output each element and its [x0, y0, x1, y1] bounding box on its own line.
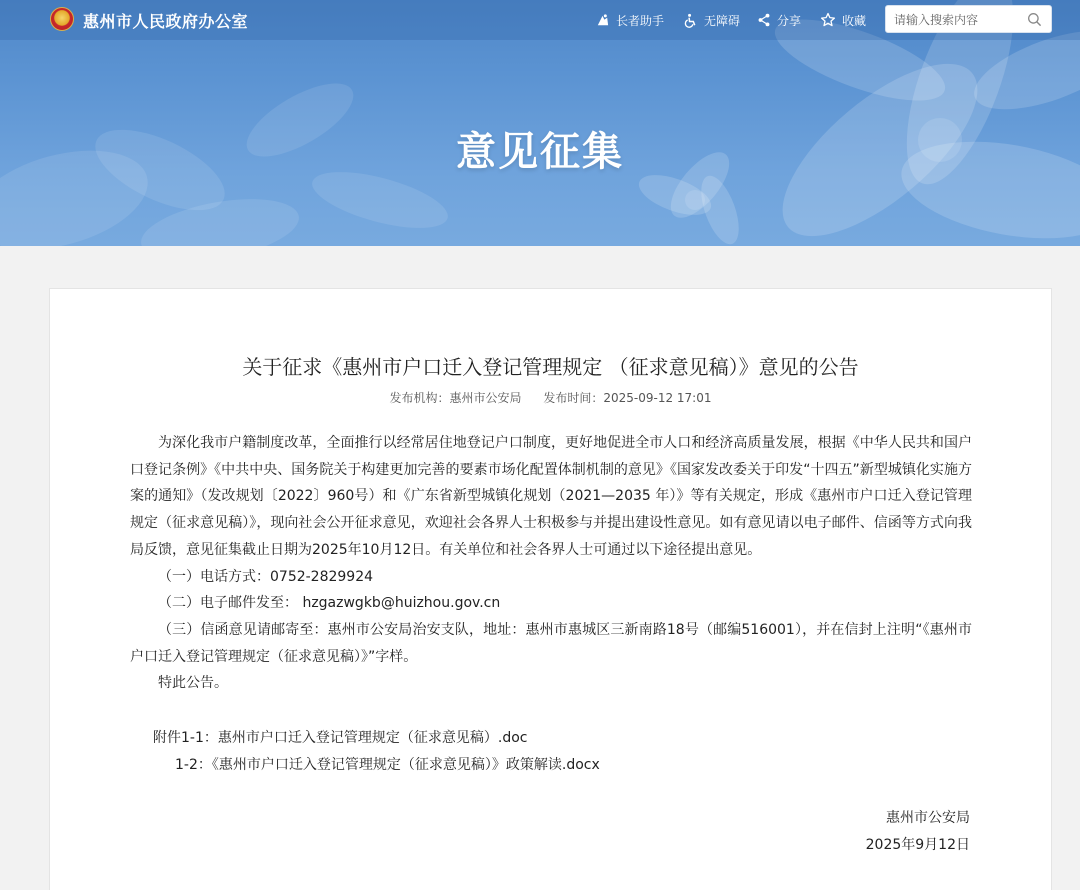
body-paragraph-mail: （三）信函意见请邮寄至：惠州市公安局治安支队，地址：惠州市惠城区三新南路18号（邮编516001），并在信封上注明“《惠州市户口迁入登记管理规定（征求意见稿）》”字样。 — [130, 621, 972, 665]
signature-block — [750, 805, 970, 859]
body-paragraph-intro: 为深化我市户籍制度改革，全面推行以经常居住地登记户口制度，更好地促进全市人口和经济高质量发展，根据《中华人民共和国户口登记条例》《中共中央、国务院关于构建更加完善的要素市场化配置体制机制的意见》《国家发改委关于印发“十四五”新型城镇化实施方案的通知》（发改规划〔2022〕960号）和《广东省新型城镇化规划（2021—2035 年）》等有关规定，形成《惠州市户口迁入登记管理规定（征求意见稿）》，现向社会公开征求意见，欢迎社会各界人士积极参与并提出建设性意见。如有意见请以电子邮件、信函等方式向我局反馈，意见征集截止日期为2025年10月12日。有关单位和社会各界人士可通过以下途径提出意见。 — [130, 435, 972, 558]
share-label: 分享 — [777, 13, 802, 28]
favorite-label: 收藏 — [842, 13, 867, 28]
favorite-link[interactable] — [820, 10, 866, 30]
attachment-link-docx[interactable]: 1-2：《惠州市户口迁入登记管理规定（征求意见稿）》政策解读.docx — [175, 756, 600, 773]
body-paragraph-closing: 特此公告。 — [158, 675, 228, 692]
body-paragraph-email: （二）电子邮件发至： hzgazwgkb@huizhou.gov.cn — [158, 595, 501, 612]
accessibility-link[interactable] — [683, 10, 740, 30]
header-banner — [0, 0, 1080, 246]
signature-org: 惠州市公安局 — [886, 810, 970, 826]
share-link[interactable] — [757, 10, 801, 30]
search-input[interactable] — [894, 10, 1024, 30]
attachment-item — [153, 752, 853, 779]
star-icon — [820, 12, 836, 28]
search-box — [885, 5, 1052, 33]
search-icon[interactable] — [1027, 12, 1042, 27]
attachment-link-doc[interactable]: 附件1-1：惠州市户口迁入登记管理规定（征求意见稿）.doc — [153, 730, 528, 746]
site-title[interactable]: 惠州市人民政府办公室 — [83, 12, 249, 31]
elderly-assistant-link[interactable] — [595, 10, 664, 30]
national-emblem-logo[interactable] — [50, 7, 74, 31]
elderly-assistant-icon — [595, 13, 610, 28]
body-paragraph-phone: （一）电话方式：0752-2829924 — [158, 568, 374, 585]
signature-date: 2025年9月12日 — [865, 837, 970, 853]
article-card — [49, 288, 1052, 890]
banner-title: 意见征集 — [456, 129, 624, 175]
article-title: 关于征求《惠州市户口迁入登记管理规定 （征求意见稿）》意见的公告 — [242, 355, 859, 379]
wheelchair-icon — [683, 13, 698, 28]
attachment-item — [153, 725, 853, 752]
attachment-list — [153, 725, 853, 778]
elderly-assistant-label: 长者助手 — [616, 13, 665, 28]
article-body — [130, 430, 972, 697]
publisher-info: 发布机构：惠州市公安局 — [389, 391, 522, 405]
share-icon — [757, 13, 771, 27]
accessibility-label: 无障碍 — [704, 13, 741, 28]
article-meta — [50, 389, 1051, 406]
publish-time: 发布时间：2025-09-12 17:01 — [543, 391, 712, 405]
